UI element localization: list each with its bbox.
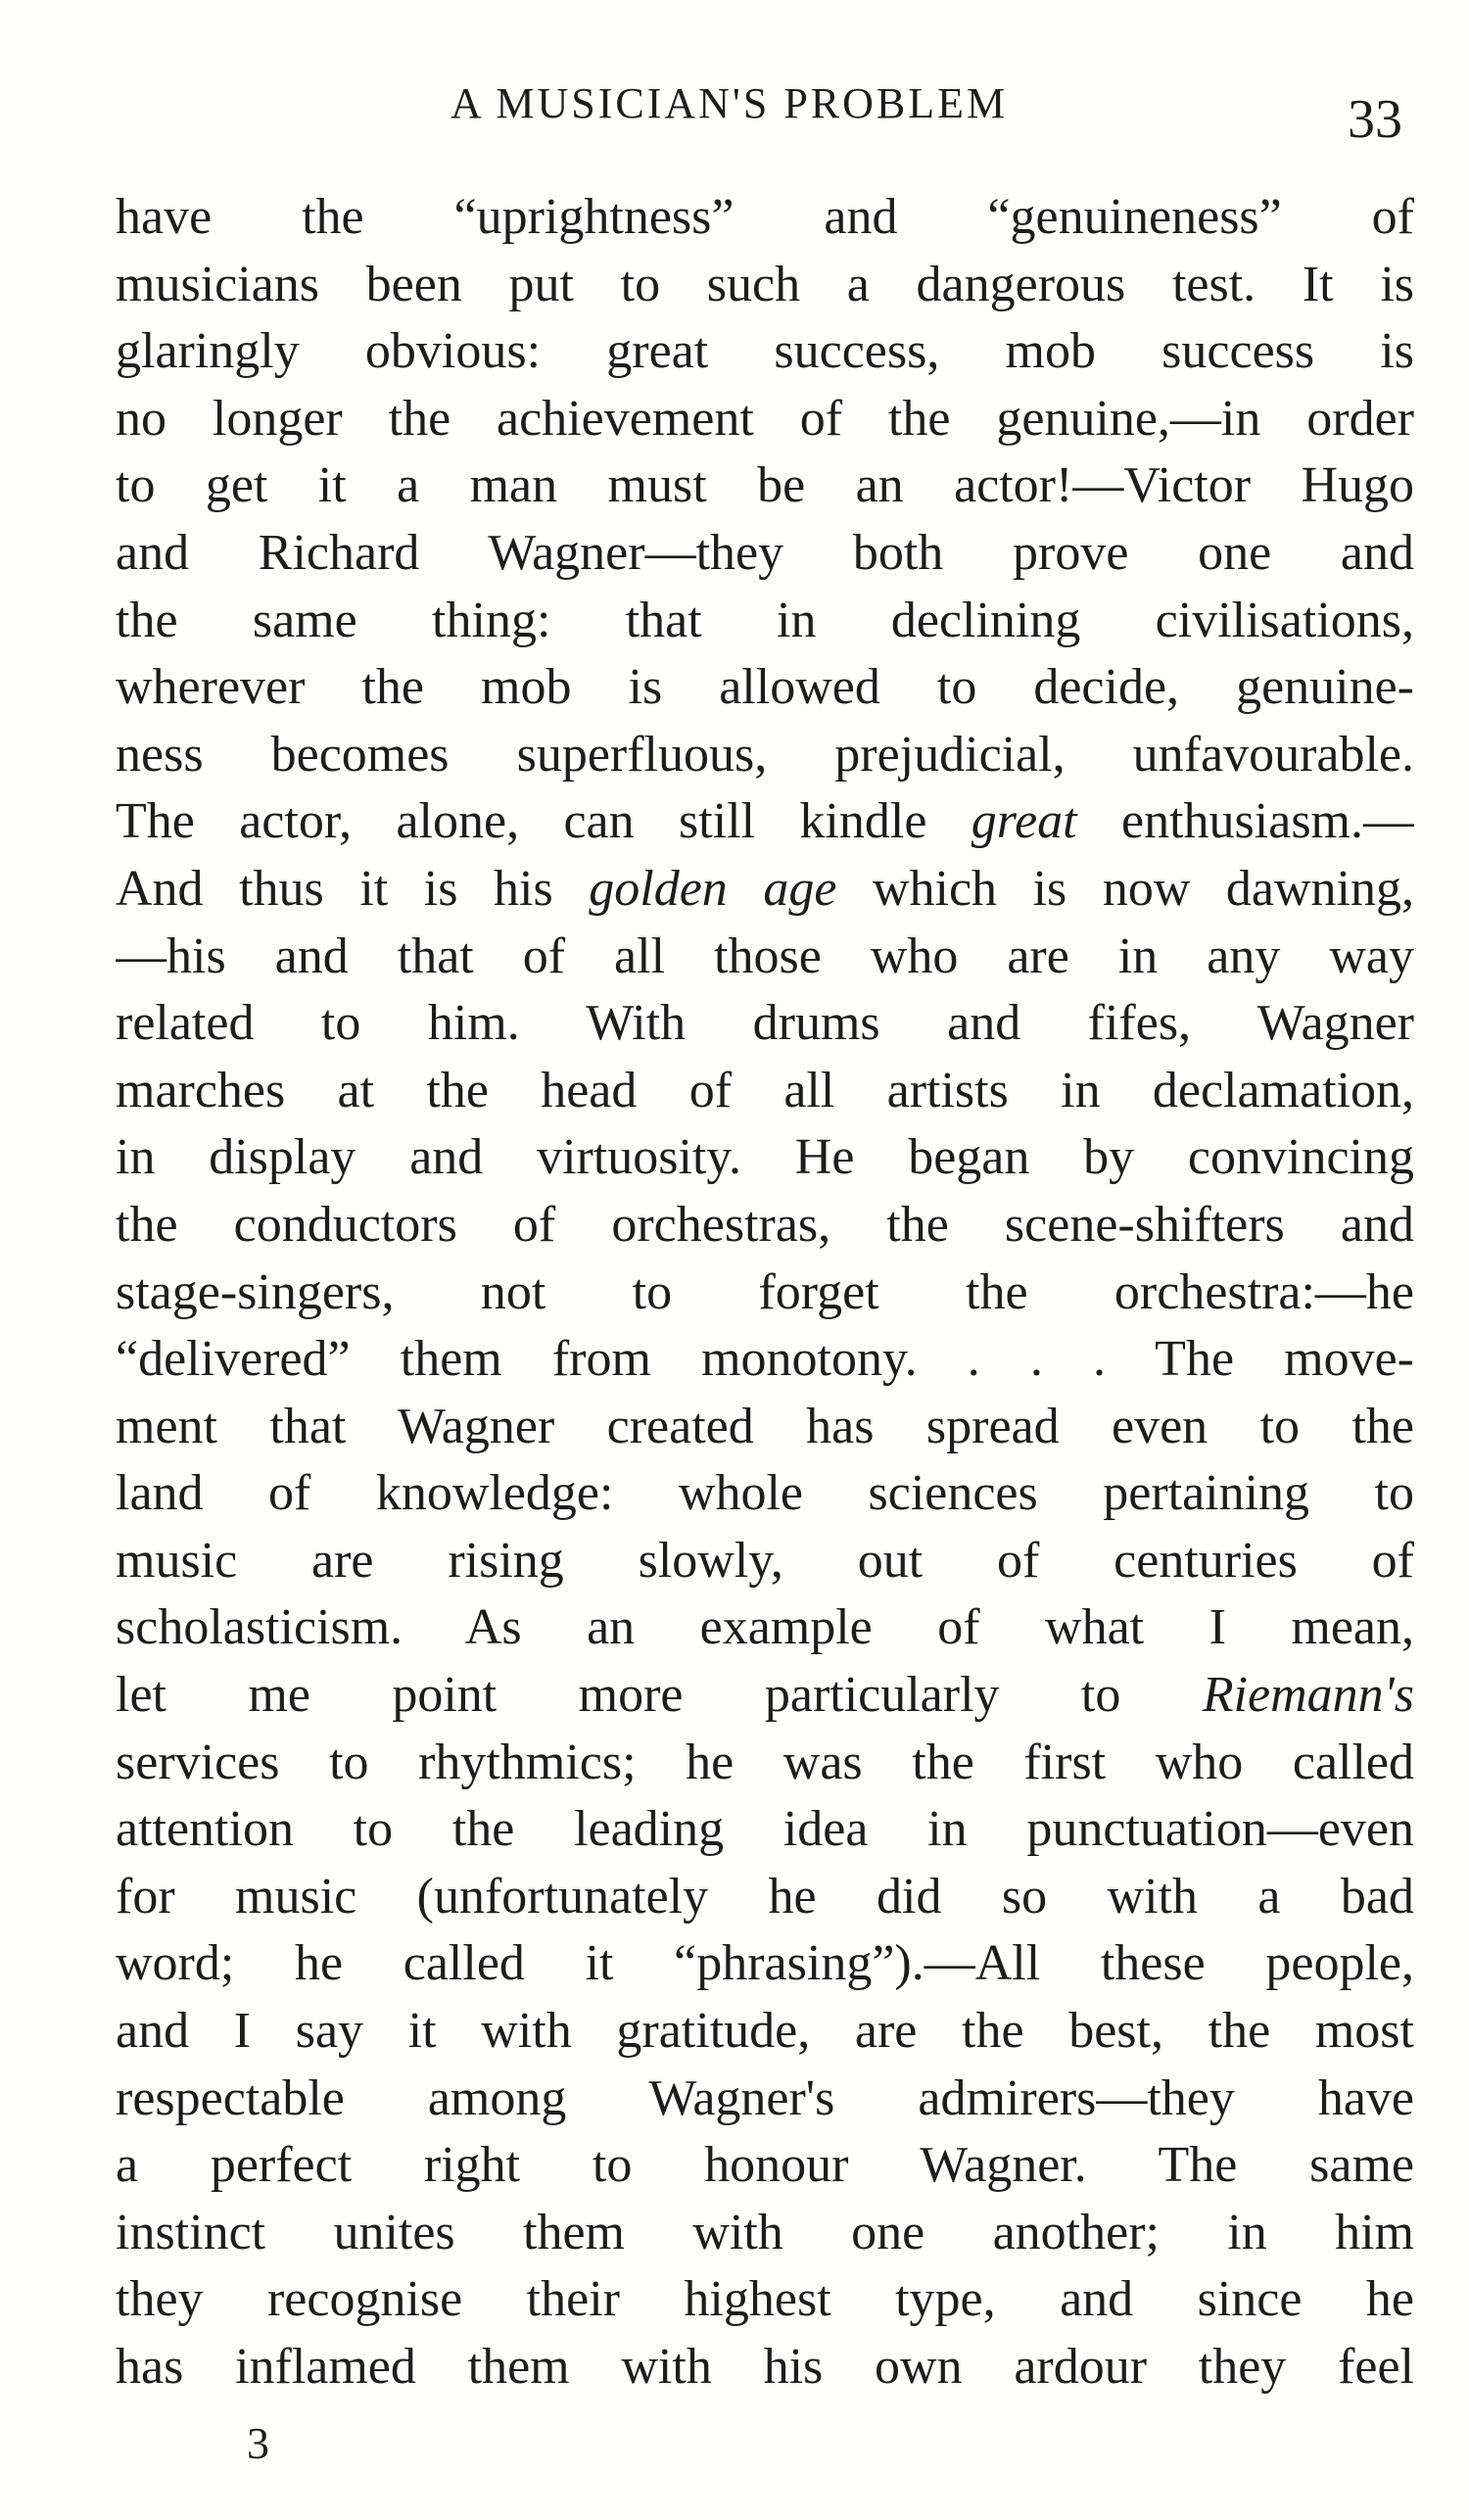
- text-line: the same thing: that in declining civilisations,: [116, 592, 1414, 648]
- text-line: to get it a man must be an actor!—Victor Hugo: [116, 457, 1414, 514]
- text-line: no longer the achievement of the genuine,—in order: [116, 390, 1414, 447]
- text-line: —his and that of all those who are in any way: [116, 927, 1414, 984]
- italic-emphasis: great: [971, 793, 1077, 850]
- signature-mark: 3: [247, 2418, 269, 2468]
- text-line: And thus it is his golden age which is now dawning,: [116, 860, 1414, 917]
- italic-emphasis: golden age: [589, 860, 837, 917]
- text-line: the conductors of orchestras, the scene-shifters and: [116, 1196, 1414, 1253]
- text-line: land of knowledge: whole sciences pertaining to: [116, 1465, 1414, 1522]
- text-line: wherever the mob is allowed to decide, genuine-: [116, 659, 1414, 716]
- text-line: instinct unites them with one another; in him: [116, 2204, 1414, 2260]
- text-line: glaringly obvious: great success, mob success is: [116, 323, 1414, 380]
- text-line: has inflamed them with his own ardour they feel: [116, 2339, 1414, 2395]
- text-line: services to rhythmics; he was the first who called: [116, 1734, 1414, 1790]
- text-line: in display and virtuosity. He began by convincing: [116, 1129, 1414, 1186]
- text-line: ness becomes superfluous, prejudicial, unfavourable.: [116, 726, 1414, 783]
- text-line: a perfect right to honour Wagner. The same: [116, 2137, 1414, 2194]
- page-number: 33: [1348, 89, 1402, 150]
- text-line: stage-singers, not to forget the orchestra:—he: [116, 1263, 1414, 1320]
- text-line: scholasticism. As an example of what I mean,: [116, 1599, 1414, 1656]
- text-line: musicians been put to such a dangerous test. It is: [116, 256, 1414, 312]
- text-line: ment that Wagner created has spread even to the: [116, 1398, 1414, 1454]
- text-line: for music (unfortunately he did so with a bad: [116, 1868, 1414, 1925]
- text-line: music are rising slowly, out of centuries of: [116, 1532, 1414, 1589]
- text-line: and Richard Wagner—they both prove one and: [116, 524, 1414, 581]
- text-line: attention to the leading idea in punctuation—even: [116, 1801, 1414, 1858]
- italic-emphasis: Riemann's: [1202, 1667, 1414, 1724]
- text-line: The actor, alone, can still kindle great enthusiasm.—: [116, 793, 1414, 850]
- text-line: related to him. With drums and fifes, Wagner: [116, 995, 1414, 1052]
- text-line: word; he called it “phrasing”).—All these people,: [116, 1935, 1414, 1992]
- text-line: have the “uprightness” and “genuineness” of: [116, 189, 1414, 245]
- running-head: [0, 71, 1469, 149]
- body-text: [116, 184, 1414, 2401]
- running-title: A MUSICIAN'S PROBLEM: [450, 79, 1009, 127]
- text-line: they recognise their highest type, and since he: [116, 2271, 1414, 2328]
- text-line: “delivered” them from monotony. . . . The move-: [116, 1331, 1414, 1388]
- text-line: and I say it with gratitude, are the best, the most: [116, 2003, 1414, 2060]
- text-line: marches at the head of all artists in declamation,: [116, 1062, 1414, 1118]
- text-line: let me point more particularly to Riemann's: [116, 1667, 1414, 1724]
- text-line: respectable among Wagner's admirers—they have: [116, 2069, 1414, 2126]
